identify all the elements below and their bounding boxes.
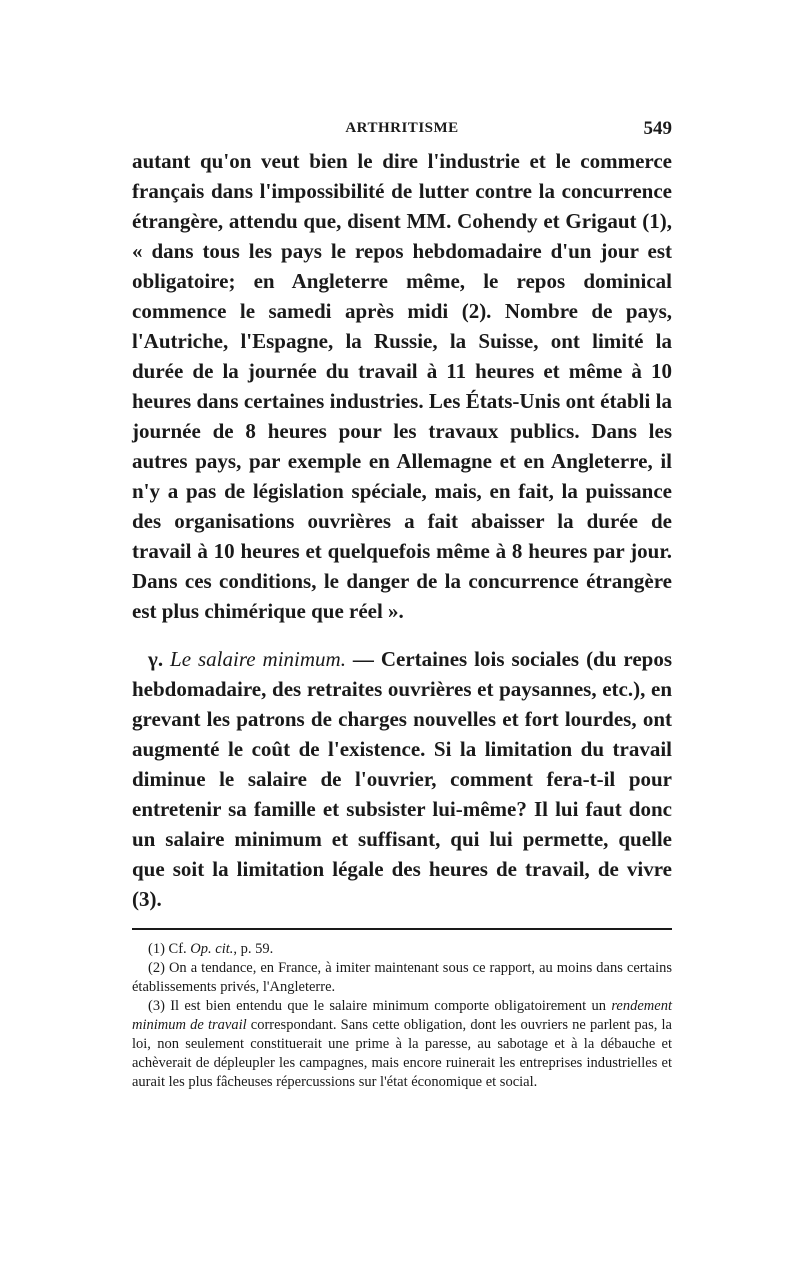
footnote-3-italic: rendement minimum de travail (132, 998, 672, 1033)
paragraph-2-text: — Certaines lois sociales (du repos hebdomadaire, des retraites ouvrières et paysannes, etc.), en grevant les patrons de charges nouvelles et fort lourdes, ont augmenté le coût de l'existence. Si la limitation du travail diminue le salaire de l'ouvrier, comment fera-t-il pour entretenir sa famille et subsister lui-même? Il lui faut donc un salaire minimum et suffisant, qui lui permette, quelle que soit la limitation légale des heures de travail, de vivre (3). (132, 647, 672, 911)
running-title: ARTHRITISME (345, 120, 459, 136)
footnote-3 (132, 997, 672, 1092)
footnote-1 (132, 940, 672, 959)
section-marker: γ. (148, 647, 164, 671)
footnote-1-after: , p. 59. (233, 941, 274, 957)
footnote-2: (2) On a tendance, en France, à imiter maintenant sous ce rapport, au moins dans certains établissements privés, l'Angleterre. (132, 960, 672, 995)
footnote-rule (132, 928, 672, 930)
page-number: 549 (643, 118, 672, 139)
footnote-3-after: correspondant. Sans cette obligation, dont les ouvriers ne parlent pas, la loi, non seulement constituerait une prime à la paresse, au sabotage et à la débauche et achèverait de dépleupler les campagnes, mais encore ruinerait les entreprises industrielles et aurait les plus fâcheuses répercussions sur l'état économique et social. (132, 1017, 672, 1090)
section-title: Le salaire minimum. (170, 647, 346, 671)
book-page (132, 118, 672, 1092)
footnote-1-text: (1) Cf. (148, 941, 191, 957)
running-head (132, 118, 672, 146)
paragraph-2 (132, 644, 672, 914)
footnote-1-italic: Op. cit. (190, 941, 234, 957)
footnote-3-text: (3) Il est bien entendu que le salaire minimum comporte obligatoirement un (148, 998, 612, 1014)
body-text (132, 146, 672, 914)
footnotes (132, 940, 672, 1092)
paragraph-1: autant qu'on veut bien le dire l'industrie et le commerce français dans l'impossibilité de lutter contre la concurrence étrangère, attendu que, disent MM. Cohendy et Grigaut (1), « dans tous les pays le repos hebdomadaire d'un jour est obligatoire; en Angleterre même, le repos dominical commence le samedi après midi (2). Nombre de pays, l'Autriche, l'Espagne, la Russie, la Suisse, ont limité la durée de la journée du travail à 11 heures et même à 10 heures dans certaines industries. Les États-Unis ont établi la journée de 8 heures pour les travaux publics. Dans les autres pays, par exemple en Allemagne et en Angleterre, il n'y a pas de législation spéciale, mais, en fait, la puissance des organisations ouvrières a fait abaisser la durée de travail à 10 heures et quelquefois même à 8 heures par jour. Dans ces conditions, le danger de la concurrence étrangère est plus chimérique que réel ». (132, 149, 672, 623)
